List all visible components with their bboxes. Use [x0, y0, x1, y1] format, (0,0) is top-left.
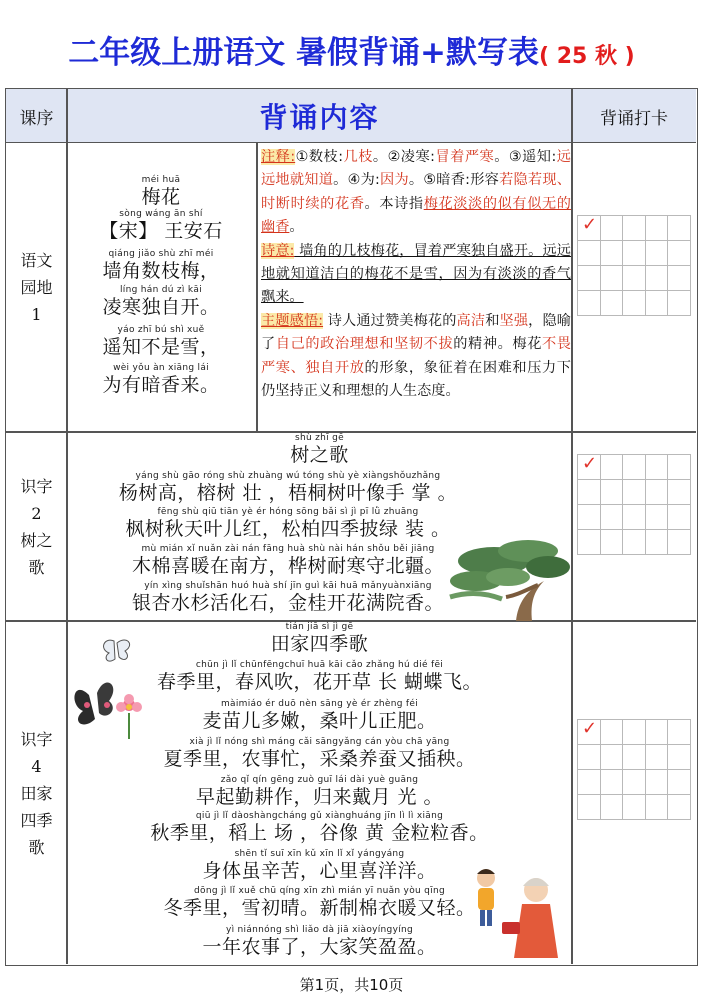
- poem-line: yáng shù gāo róng shù zhuàng wú tóng shù yè xiàngshǒuzhǎng 杨树高，榕树 壮 ，梧桐树叶像手 掌 。: [118, 471, 458, 504]
- lesson-text: 4: [31, 756, 42, 776]
- poem-line: líng hán dú zì kāi 凌寒独自开。: [102, 285, 220, 318]
- lesson-text: 树之: [20, 530, 53, 550]
- pine-tree-illustration: [446, 537, 570, 621]
- poem-line: dōng jì lǐ xuě chū qíng xīn zhì mián yī nuǎn yòu qīng 冬季里，雪初晴。新制棉衣暖又轻。: [163, 886, 476, 919]
- checkin-cell[interactable]: [578, 216, 601, 241]
- notes-label: 注释:: [261, 149, 296, 165]
- page-number: 第1页，共10页: [299, 976, 404, 994]
- lesson-text: 四季: [20, 810, 53, 830]
- lesson-cell: [6, 622, 67, 964]
- checkin-grid[interactable]: [577, 215, 691, 316]
- lesson-cell: [6, 433, 67, 620]
- poem-title: tián jiā sì jì gē 田家四季歌: [270, 622, 369, 655]
- poem-notes: 注释:①数枝:几枝。②凌寒:冒着严寒。③遥知:远远地就知道。④为:因为。⑤暗香:形容若隐若现、时断时续的花香。本诗指梅花淡淡的似有似无的幽香。 诗意: 墙角的几枝梅花，冒着严寒独自盛开。远远地就知道洁白的梅花不是雪，因为有淡淡的香气飘来。 主题感悟: 诗人通过赞美梅花的高洁和坚强，隐喻了自己的政治理想和坚韧不拔的精神。梅花不畏严寒、独自开放的形象，象征着在困难和压力下仍坚持正义和理想的人生态度。: [261, 149, 571, 400]
- poem-title: méi huā 梅花: [141, 175, 181, 208]
- lesson-text: 2: [31, 503, 42, 523]
- divider: [571, 89, 573, 964]
- poem-line: wèi yǒu àn xiāng lái 为有暗香来。: [102, 363, 220, 396]
- poem-line: qiū jì lǐ dàoshàngcháng gǔ xiànghuáng jīn lì lì xiāng 秋季里，稻上 场 ，谷像 黄 金粒粒香。: [150, 811, 489, 844]
- poem-line: yáo zhī bú shì xuě 遥知不是雪，: [102, 325, 220, 358]
- checkin-cell[interactable]: [578, 720, 601, 745]
- lesson-text: 识字: [20, 729, 53, 749]
- divider: [256, 143, 258, 431]
- page-title: [0, 28, 703, 78]
- title-season: ( 25 秋 ): [539, 44, 635, 69]
- check-mark-icon: ✓: [582, 214, 598, 235]
- check-mark-icon: ✓: [582, 718, 598, 739]
- meaning-label: 诗意:: [261, 242, 295, 259]
- poem-line: chūn jì lǐ chūnfēngchuī huā kāi cǎo zhǎng hú dié fēi 春季里，春风吹，花开草 长 蝴蝶飞。: [156, 660, 483, 693]
- lesson-text: 识字: [20, 476, 53, 496]
- poem-author: sòng wáng ān shí 【宋】 王安石: [99, 209, 223, 242]
- table-header: [6, 89, 696, 143]
- header-lesson: 课序: [19, 108, 54, 129]
- poem-line: shēn tǐ suī xīn kǔ xīn lǐ xǐ yángyáng 身体虽辛苦，心里喜洋洋。: [202, 849, 437, 882]
- poem-line: qiáng jiǎo shù zhī méi 墙角数枝梅，: [102, 249, 220, 282]
- poem-title: shù zhī gē 树之歌: [290, 433, 349, 466]
- poem-line: mù mián xǐ nuǎn zài nán fāng huà shù nài hán shǒu běi jiāng 木棉喜暖在南方，桦树耐寒守北疆。: [131, 544, 444, 577]
- lesson-text: 歌: [28, 557, 45, 577]
- lesson-text: 歌: [28, 837, 45, 857]
- recitation-table: [5, 88, 698, 966]
- checkin-cell[interactable]: [578, 455, 601, 480]
- lesson-cell: [6, 144, 67, 431]
- lesson-text: 1: [31, 305, 42, 324]
- poem-line: zǎo qǐ qín gēng zuò guī lái dài yuè guāng 早起勤耕作，归来戴月 光 。: [195, 775, 444, 808]
- theme-label: 主题感悟:: [261, 312, 324, 329]
- checkin-grid[interactable]: [577, 454, 691, 555]
- check-mark-icon: ✓: [582, 453, 598, 474]
- poem-line: yín xìng shuǐshān huó huà shí jīn guì kāi huā mǎnyuànxiāng 银杏水杉活化石，金桂开花满院香。: [131, 581, 444, 614]
- lesson-text: 语文: [20, 251, 53, 270]
- poem-line: xià jì lǐ nóng shì máng cǎi sāngyǎng cán yòu chā yāng 夏季里，农事忙，采桑养蚕又插秧。: [163, 737, 476, 770]
- title-main: 二年级上册语文 暑假背诵+默写表: [68, 35, 540, 71]
- lesson-text: 园地: [20, 278, 53, 297]
- poem-line: yì niánnóng shì liǎo dà jiā xiàoyíngyíng 一年农事了，大家笑盈盈。: [202, 925, 437, 958]
- poem-line: fēng shù qiū tiān yè ér hóng sōng bǎi sì jì pī lǜ zhuāng 枫树秋天叶儿红，松柏四季披绿 装 。: [125, 507, 451, 540]
- poem-line: màimiáo ér duō nèn sāng yè ér zhèng féi 麦苗儿多嫩，桑叶儿正肥。: [202, 699, 437, 732]
- children-illustration: [462, 864, 566, 962]
- header-checkin: 背诵打卡: [600, 108, 668, 129]
- checkin-grid[interactable]: [577, 719, 691, 820]
- header-content: 背诵内容: [259, 101, 380, 134]
- lesson-text: 田家: [20, 783, 53, 803]
- butterfly-illustration: [69, 635, 179, 745]
